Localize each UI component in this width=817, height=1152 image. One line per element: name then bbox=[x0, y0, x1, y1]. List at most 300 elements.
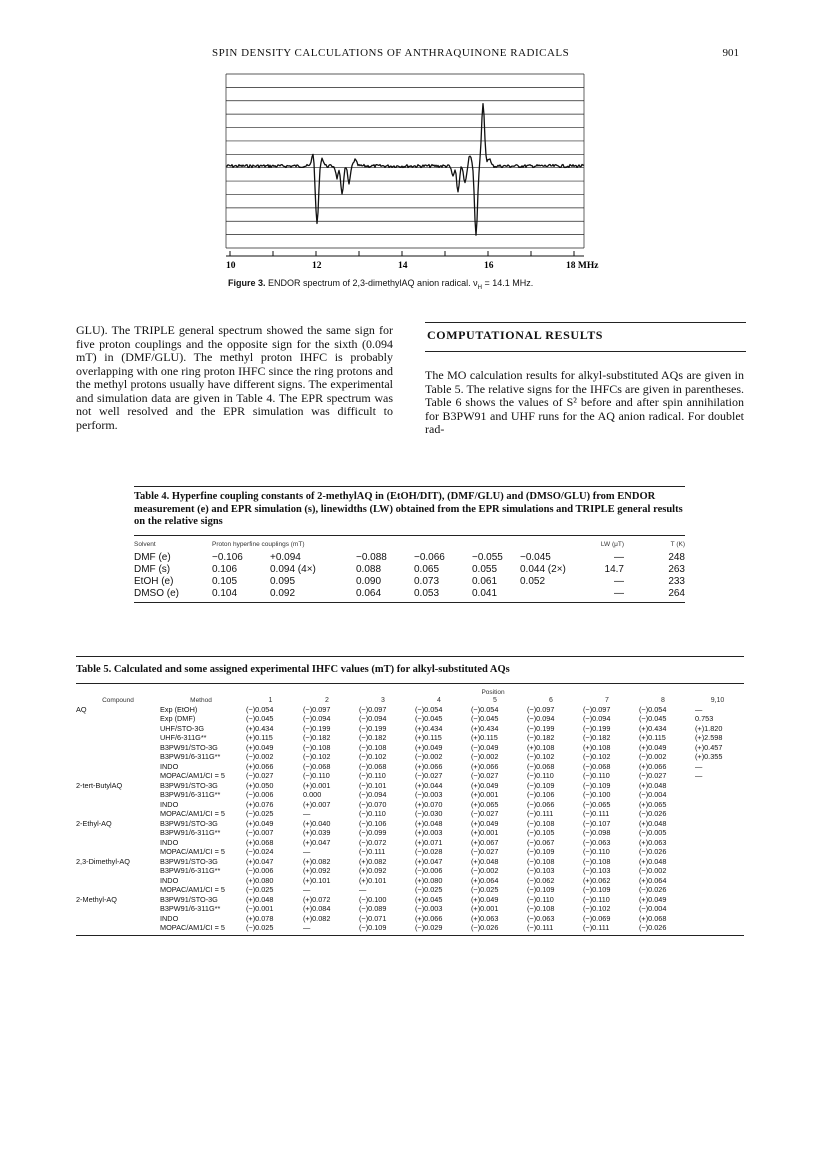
solvent: DMF (s) bbox=[134, 564, 171, 575]
ihfc-value: (+)0.092 bbox=[303, 866, 331, 875]
ihfc-value: (+)0.047 bbox=[246, 856, 274, 866]
ihfc-value: (−)0.065 bbox=[583, 799, 611, 809]
compound-name: 2-tert-ButylAQ bbox=[76, 780, 123, 790]
table-5-grid bbox=[76, 686, 744, 933]
ihfc-value: (−)0.068 bbox=[583, 761, 611, 771]
method-name: INDO bbox=[160, 875, 179, 885]
ihfc-value: (−)0.182 bbox=[583, 733, 611, 742]
table-row bbox=[76, 743, 744, 753]
ihfc-value: (+)0.049 bbox=[471, 780, 499, 790]
ihfc-value: (−)0.026 bbox=[639, 847, 667, 856]
x-tick-label: 18 MHz bbox=[566, 261, 599, 271]
t-value: 264 bbox=[668, 588, 685, 599]
ihfc-value: (−)0.094 bbox=[303, 714, 331, 723]
ihfc-value bbox=[691, 904, 744, 914]
ihfc-value: (+)0.115 bbox=[639, 733, 666, 742]
ihfc-value: (−)0.002 bbox=[639, 866, 667, 875]
compound-name bbox=[76, 885, 160, 895]
ihfc-value: (−)0.109 bbox=[527, 847, 555, 856]
table-row bbox=[76, 857, 744, 867]
table-row bbox=[76, 866, 744, 876]
page-number: 901 bbox=[722, 47, 739, 59]
ihfc-value: (+)0.049 bbox=[471, 894, 499, 904]
ihfc-value: (−)0.110 bbox=[303, 771, 330, 780]
ihfc-value: (−)0.027 bbox=[471, 809, 499, 818]
table-row bbox=[76, 781, 744, 791]
ihfc-value: (+)0.434 bbox=[246, 723, 274, 733]
table-row bbox=[76, 809, 744, 819]
ihfc-value: (−)0.105 bbox=[527, 828, 555, 837]
ihfc-value: (−)0.110 bbox=[359, 809, 386, 818]
ihfc-value: (−)0.006 bbox=[246, 866, 274, 875]
ihfc-value: (−)0.102 bbox=[583, 752, 611, 761]
position-header: 5 bbox=[493, 696, 497, 704]
ihfc-value: (−)0.110 bbox=[527, 771, 554, 780]
ihfc-value: (−)0.025 bbox=[246, 809, 274, 818]
ihfc-value: (+)0.048 bbox=[639, 780, 667, 790]
ihfc-value: (−)0.027 bbox=[471, 847, 499, 856]
ihfc-value: (−)0.024 bbox=[246, 847, 274, 856]
coupling-value: −0.045 bbox=[520, 552, 551, 563]
position-header: 3 bbox=[381, 696, 385, 704]
method-name: Exp (DMF) bbox=[160, 714, 196, 723]
ihfc-value: (−)0.026 bbox=[639, 923, 667, 932]
method-name: INDO bbox=[160, 799, 179, 809]
solvent: DMF (e) bbox=[134, 552, 171, 563]
ihfc-value: — bbox=[359, 885, 367, 894]
compound-name bbox=[76, 733, 160, 743]
position-header: 8 bbox=[661, 696, 665, 704]
ihfc-value: (−)0.094 bbox=[359, 790, 387, 799]
ihfc-value: (+)0.080 bbox=[246, 875, 274, 885]
ihfc-value: (+)0.080 bbox=[415, 875, 443, 885]
header-couplings: Proton hyperfine couplings (mT) bbox=[212, 540, 305, 548]
compound-name bbox=[76, 904, 160, 914]
method-name: MOPAC/AM1/CI = 5 bbox=[160, 771, 225, 780]
ihfc-value: (−)0.003 bbox=[415, 904, 443, 913]
ihfc-value: (−)0.045 bbox=[415, 714, 443, 723]
compound-name: 2-Ethyl-AQ bbox=[76, 818, 112, 828]
table-row bbox=[76, 705, 744, 715]
ihfc-value: (−)0.062 bbox=[527, 875, 555, 885]
table-row bbox=[76, 847, 744, 857]
ihfc-value: (+)0.065 bbox=[471, 799, 499, 809]
ihfc-value: (−)0.045 bbox=[639, 714, 667, 723]
coupling-value: 0.061 bbox=[472, 576, 498, 587]
ihfc-value: (−)0.109 bbox=[359, 923, 387, 932]
ihfc-value: (−)0.109 bbox=[527, 780, 555, 790]
table-row bbox=[76, 724, 744, 734]
t-value: 233 bbox=[668, 576, 685, 587]
ihfc-value: (−)0.054 bbox=[246, 704, 274, 714]
ihfc-value: (−)0.049 bbox=[471, 742, 499, 752]
ihfc-value: (+)0.072 bbox=[303, 894, 331, 904]
t-value: 248 bbox=[668, 552, 685, 563]
ihfc-value: (+)0.434 bbox=[639, 723, 667, 733]
ihfc-value: (−)0.072 bbox=[359, 837, 387, 847]
ihfc-value bbox=[691, 885, 744, 895]
x-tick-label: 14 bbox=[398, 261, 408, 271]
ihfc-value bbox=[691, 876, 744, 886]
ihfc-value: (−)0.111 bbox=[583, 923, 610, 932]
ihfc-value: (−)0.100 bbox=[583, 790, 611, 799]
compound-name bbox=[76, 923, 160, 933]
ihfc-value: (−)0.110 bbox=[583, 771, 610, 780]
method-name: B3PW91/6-311G** bbox=[160, 752, 221, 761]
coupling-value: 0.106 bbox=[212, 564, 238, 575]
ihfc-value: (−)0.070 bbox=[359, 799, 387, 809]
ihfc-value: (+)0.066 bbox=[246, 761, 274, 771]
ihfc-value: (−)0.006 bbox=[415, 866, 443, 875]
coupling-value: −0.088 bbox=[356, 552, 387, 563]
ihfc-value: (−)0.182 bbox=[303, 733, 331, 742]
ihfc-value: (+)0.067 bbox=[471, 837, 499, 847]
ihfc-value bbox=[691, 800, 744, 810]
ihfc-value: (+)0.048 bbox=[246, 894, 274, 904]
ihfc-value: (+)0.048 bbox=[471, 856, 499, 866]
table-row bbox=[76, 771, 744, 781]
compound-name: 2,3-Dimethyl-AQ bbox=[76, 856, 130, 866]
ihfc-value: (+)0.049 bbox=[639, 894, 667, 904]
ihfc-value: (−)0.007 bbox=[246, 828, 274, 837]
ihfc-value: (+)0.066 bbox=[639, 761, 667, 771]
coupling-value: −0.055 bbox=[472, 552, 503, 563]
ihfc-value: (+)0.049 bbox=[415, 742, 443, 752]
ihfc-value: (−)0.025 bbox=[246, 885, 274, 894]
ihfc-value: (+)0.066 bbox=[415, 761, 443, 771]
ihfc-value: (+)2.598 bbox=[695, 733, 723, 742]
table-row bbox=[76, 800, 744, 810]
ihfc-value bbox=[691, 895, 744, 905]
ihfc-value: (+)0.355 bbox=[695, 752, 723, 761]
position-header: 7 bbox=[605, 696, 609, 704]
endor-spectrum-figure bbox=[200, 70, 600, 275]
ihfc-value: (−)0.068 bbox=[359, 761, 387, 771]
ihfc-value bbox=[691, 838, 744, 848]
ihfc-value: (+)0.048 bbox=[639, 856, 667, 866]
coupling-value: 0.090 bbox=[356, 576, 382, 587]
method-name: B3PW91/6-311G** bbox=[160, 866, 221, 875]
table-4-header-row bbox=[134, 539, 685, 552]
table-5-title: Table 5. Calculated and some assigned experimental IHFC values (mT) for alkyl-substituted AQs bbox=[76, 664, 510, 675]
header-lw: LW (μT) bbox=[600, 540, 624, 548]
ihfc-value: (−)0.004 bbox=[639, 904, 667, 913]
ihfc-value: (−)0.182 bbox=[359, 733, 387, 742]
position-header: 9,10 bbox=[710, 696, 725, 704]
ihfc-value: (+)0.076 bbox=[246, 799, 274, 809]
ihfc-value: (+)0.048 bbox=[639, 818, 667, 828]
ihfc-value: (−)0.054 bbox=[639, 704, 667, 714]
coupling-value: 0.064 bbox=[356, 588, 382, 599]
ihfc-value: (−)0.108 bbox=[527, 904, 555, 913]
ihfc-value: (−)0.199 bbox=[583, 723, 611, 733]
method-name: MOPAC/AM1/CI = 5 bbox=[160, 923, 225, 932]
compound-name: 2-Methyl-AQ bbox=[76, 894, 117, 904]
compound-name bbox=[76, 828, 160, 838]
ihfc-value: — bbox=[695, 771, 703, 780]
compound-name bbox=[76, 847, 160, 857]
ihfc-value: (+)0.050 bbox=[246, 780, 274, 790]
ihfc-value: (−)0.102 bbox=[359, 752, 387, 761]
method-name: UHF/STO-3G bbox=[160, 723, 205, 733]
ihfc-value: (+)0.047 bbox=[303, 837, 331, 847]
ihfc-value: (−)0.110 bbox=[583, 894, 610, 904]
table-row bbox=[76, 714, 744, 724]
table-5-position-row bbox=[76, 686, 744, 697]
ihfc-value: (+)0.049 bbox=[639, 742, 667, 752]
lw-value: — bbox=[614, 576, 624, 587]
ihfc-value: — bbox=[303, 847, 311, 856]
ihfc-value: (−)0.045 bbox=[246, 714, 274, 723]
table-row bbox=[76, 885, 744, 895]
method-name: B3PW91/STO-3G bbox=[160, 894, 218, 904]
ihfc-value: (−)0.063 bbox=[527, 913, 555, 923]
x-tick-label: 12 bbox=[312, 261, 322, 271]
ihfc-value bbox=[691, 790, 744, 800]
ihfc-value bbox=[691, 923, 744, 933]
ihfc-value: (−)0.103 bbox=[527, 866, 555, 875]
ihfc-value: (−)0.097 bbox=[527, 704, 555, 714]
table-row bbox=[76, 904, 744, 914]
method-name: B3PW91/STO-3G bbox=[160, 856, 218, 866]
ihfc-value: (+)0.001 bbox=[471, 904, 499, 913]
ihfc-value: (−)0.098 bbox=[583, 828, 611, 837]
table-row bbox=[76, 733, 744, 743]
ihfc-value: (+)0.066 bbox=[415, 913, 443, 923]
table-row bbox=[76, 790, 744, 800]
ihfc-value: (−)0.026 bbox=[639, 809, 667, 818]
table-4-title: Table 4. Hyperfine coupling constants of 2-methylAQ in (EtOH/DIT), (DMF/GLU) and (DMSO/GLU) from ENDOR measurement (e) and EPR simulation (s), linewidths (LW) obtained from the EPR simulations and TRIPLE general results on the relative signs bbox=[134, 491, 683, 527]
ihfc-value: (+)0.047 bbox=[415, 856, 443, 866]
ihfc-value: (−)0.002 bbox=[639, 752, 667, 761]
method-name: B3PW91/6-311G** bbox=[160, 828, 221, 837]
coupling-value: 0.053 bbox=[414, 588, 440, 599]
table-row bbox=[76, 828, 744, 838]
solvent: DMSO (e) bbox=[134, 588, 179, 599]
ihfc-value: 0.753 bbox=[695, 714, 714, 723]
ihfc-value: (+)0.092 bbox=[359, 866, 387, 875]
figure-caption bbox=[228, 278, 533, 291]
ihfc-value: (−)0.004 bbox=[639, 790, 667, 799]
ihfc-value: (−)0.025 bbox=[415, 885, 443, 894]
ihfc-value: (+)0.063 bbox=[471, 913, 499, 923]
lw-value: — bbox=[614, 588, 624, 599]
coupling-value: 0.092 bbox=[270, 588, 296, 599]
method-name: INDO bbox=[160, 761, 179, 771]
ihfc-value: (−)0.110 bbox=[583, 847, 610, 856]
compound-name bbox=[76, 809, 160, 819]
compound-name bbox=[76, 724, 160, 734]
compound-name bbox=[76, 743, 160, 753]
ihfc-value: (−)0.108 bbox=[527, 818, 555, 828]
ihfc-value: (+)0.082 bbox=[359, 856, 387, 866]
ihfc-value: (−)0.030 bbox=[415, 809, 443, 818]
ihfc-value: (+)0.115 bbox=[246, 733, 273, 742]
method-name: B3PW91/STO-3G bbox=[160, 818, 218, 828]
coupling-value bbox=[520, 588, 582, 600]
ihfc-value: (−)0.108 bbox=[303, 742, 331, 752]
ihfc-value: (−)0.107 bbox=[583, 818, 611, 828]
ihfc-value: (−)0.025 bbox=[471, 885, 499, 894]
ihfc-value: (+)0.064 bbox=[639, 875, 667, 885]
table-5-header-row bbox=[76, 697, 744, 705]
ihfc-value: (−)0.101 bbox=[359, 780, 387, 790]
method-name: Exp (EtOH) bbox=[160, 704, 198, 714]
ihfc-value: (+)0.070 bbox=[415, 799, 443, 809]
method-name: B3PW91/6-311G** bbox=[160, 904, 221, 913]
ihfc-value: (−)0.071 bbox=[359, 913, 387, 923]
compound-name: AQ bbox=[76, 704, 87, 714]
compound-name bbox=[76, 800, 160, 810]
compound-name bbox=[76, 752, 160, 762]
method-name: MOPAC/AM1/CI = 5 bbox=[160, 885, 225, 894]
right-column-paragraph: The MO calculation results for alkyl-substituted AQs are given in Table 5. The relative signs for the IHFCs are given in parentheses. Table 6 shows the values of S² before and after spin annihilation for B3PW91 and UHF runs for the AQ anion radical. For doublet rad- bbox=[425, 368, 744, 436]
ihfc-value: (+)0.063 bbox=[639, 837, 667, 847]
t-value: 263 bbox=[668, 564, 685, 575]
ihfc-value: (−)0.099 bbox=[359, 828, 387, 837]
coupling-value: 0.073 bbox=[414, 576, 440, 587]
ihfc-value: (+)0.082 bbox=[303, 856, 331, 866]
ihfc-value: (+)0.115 bbox=[471, 733, 498, 742]
ihfc-value: (+)0.108 bbox=[527, 742, 555, 752]
method-name: INDO bbox=[160, 837, 179, 847]
ihfc-value: (−)0.094 bbox=[359, 714, 387, 723]
ihfc-value: (−)0.068 bbox=[527, 761, 555, 771]
coupling-value: 0.065 bbox=[414, 564, 440, 575]
ihfc-value: (−)0.111 bbox=[527, 923, 554, 932]
table-row bbox=[76, 838, 744, 848]
compound-name bbox=[76, 838, 160, 848]
ihfc-value: (+)0.045 bbox=[415, 894, 443, 904]
ihfc-value: (−)0.066 bbox=[527, 799, 555, 809]
ihfc-value: (+)0.082 bbox=[303, 913, 331, 923]
ihfc-value: (−)0.102 bbox=[303, 752, 331, 761]
coupling-value: +0.094 bbox=[270, 552, 301, 563]
ihfc-value: (−)0.102 bbox=[583, 904, 611, 913]
ihfc-value: (−)0.108 bbox=[359, 742, 387, 752]
caption-text: ENDOR spectrum of 2,3-dimethylAQ anion radical. ν bbox=[265, 278, 478, 288]
coupling-value: 0.094 (4×) bbox=[270, 564, 316, 575]
ihfc-value: (−)0.199 bbox=[527, 723, 555, 733]
ihfc-value: (−)0.199 bbox=[303, 723, 331, 733]
ihfc-value: (−)0.067 bbox=[527, 837, 555, 847]
coupling-value: 0.041 bbox=[472, 588, 498, 599]
ihfc-value: (−)0.029 bbox=[415, 923, 443, 932]
x-tick-label: 16 bbox=[484, 261, 494, 271]
compound-name bbox=[76, 790, 160, 800]
ihfc-value: (−)0.054 bbox=[471, 704, 499, 714]
ihfc-value: (−)0.103 bbox=[583, 866, 611, 875]
ihfc-value: (−)0.026 bbox=[471, 923, 499, 932]
ihfc-value: (−)0.108 bbox=[527, 856, 555, 866]
ihfc-value: (−)0.028 bbox=[415, 847, 443, 856]
ihfc-value: (+)0.049 bbox=[246, 742, 274, 752]
method-name: UHF/6-311G** bbox=[160, 733, 207, 742]
ihfc-value: (−)0.108 bbox=[583, 856, 611, 866]
ihfc-value: (−)0.002 bbox=[246, 752, 274, 761]
ihfc-value: — bbox=[695, 704, 703, 714]
header-compound: Compound bbox=[102, 696, 134, 704]
ihfc-value bbox=[691, 847, 744, 857]
lw-value: 14.7 bbox=[604, 564, 624, 575]
ihfc-value: (−)0.069 bbox=[583, 913, 611, 923]
position-header: 1 bbox=[268, 696, 273, 704]
compound-name bbox=[76, 866, 160, 876]
ihfc-value: 0.000 bbox=[303, 790, 322, 799]
section-heading: COMPUTATIONAL RESULTS bbox=[425, 322, 746, 352]
ihfc-value: (+)0.001 bbox=[303, 780, 331, 790]
compound-name bbox=[76, 762, 160, 772]
ihfc-value: (−)0.026 bbox=[639, 885, 667, 894]
solvent: EtOH (e) bbox=[134, 576, 174, 587]
ihfc-value: (−)0.106 bbox=[359, 818, 387, 828]
spectrum-trace bbox=[226, 104, 584, 236]
ihfc-value: (+)0.068 bbox=[639, 913, 667, 923]
ihfc-value: (+)0.048 bbox=[415, 818, 443, 828]
ihfc-value: (−)0.001 bbox=[246, 904, 274, 913]
ihfc-value: (−)0.045 bbox=[471, 714, 499, 723]
method-name: INDO bbox=[160, 913, 179, 923]
ihfc-value bbox=[691, 809, 744, 819]
ihfc-value: (−)0.027 bbox=[471, 771, 499, 780]
ihfc-value: (−)0.002 bbox=[471, 866, 499, 875]
ihfc-value: (+)0.062 bbox=[583, 875, 611, 885]
ihfc-value: (+)0.068 bbox=[246, 837, 274, 847]
ihfc-value: (−)0.100 bbox=[359, 894, 387, 904]
ihfc-value: (−)0.025 bbox=[246, 923, 274, 932]
ihfc-value: (−)0.006 bbox=[246, 790, 274, 799]
ihfc-value: (−)0.003 bbox=[415, 790, 443, 799]
ihfc-value: (+)0.101 bbox=[303, 875, 331, 885]
ihfc-value: (−)0.111 bbox=[527, 809, 554, 818]
coupling-value: 0.055 bbox=[472, 564, 498, 575]
ihfc-value: (−)0.027 bbox=[246, 771, 274, 780]
ihfc-value: — bbox=[303, 923, 311, 932]
table-4 bbox=[134, 486, 685, 603]
ihfc-value: (+)0.115 bbox=[415, 733, 442, 742]
x-tick-label: 10 bbox=[226, 261, 236, 271]
ihfc-value: (+)0.049 bbox=[471, 818, 499, 828]
table-row bbox=[76, 762, 744, 772]
caption-subscript: H bbox=[477, 284, 482, 291]
position-label: Position bbox=[481, 688, 505, 696]
ihfc-value: (+)0.084 bbox=[303, 904, 331, 913]
ihfc-value: (+)0.049 bbox=[246, 818, 274, 828]
ihfc-value: (+)0.108 bbox=[583, 742, 611, 752]
compound-name bbox=[76, 876, 160, 886]
ihfc-value: (+)0.078 bbox=[246, 913, 274, 923]
ihfc-value: (−)0.002 bbox=[415, 752, 443, 761]
table-row bbox=[134, 576, 685, 588]
ihfc-value: (+)0.101 bbox=[359, 875, 387, 885]
ihfc-value: (−)0.027 bbox=[639, 771, 667, 780]
ihfc-value: (−)0.199 bbox=[359, 723, 387, 733]
ihfc-value: (−)0.106 bbox=[527, 790, 555, 799]
method-name: B3PW91/STO-3G bbox=[160, 780, 218, 790]
ihfc-value: (−)0.094 bbox=[583, 714, 611, 723]
header-solvent: Solvent bbox=[134, 540, 156, 548]
ihfc-value: — bbox=[695, 761, 703, 771]
left-column-paragraph: GLU). The TRIPLE general spectrum showed the same sign for five proton couplings and the opposite sign for the sixth (0.094 mT) in (DMF/GLU). The methyl proton IHFC is probably overlapping with one ring proton IHFC since the ring protons and the methyl protons usually have different signs. The experimental and simulation data are given in Table 4. The EPR spectrum was not well resolved and the EPR simulation was difficult to perform. bbox=[76, 323, 393, 432]
coupling-value: 0.105 bbox=[212, 576, 238, 587]
ihfc-value: (+)0.007 bbox=[303, 799, 331, 809]
header-method: Method bbox=[190, 696, 212, 704]
ihfc-value: (−)0.110 bbox=[527, 894, 554, 904]
running-title: SPIN DENSITY CALCULATIONS OF ANTHRAQUINONE RADICALS bbox=[212, 47, 570, 59]
ihfc-value bbox=[691, 866, 744, 876]
compound-name bbox=[76, 771, 160, 781]
coupling-value: 0.104 bbox=[212, 588, 238, 599]
